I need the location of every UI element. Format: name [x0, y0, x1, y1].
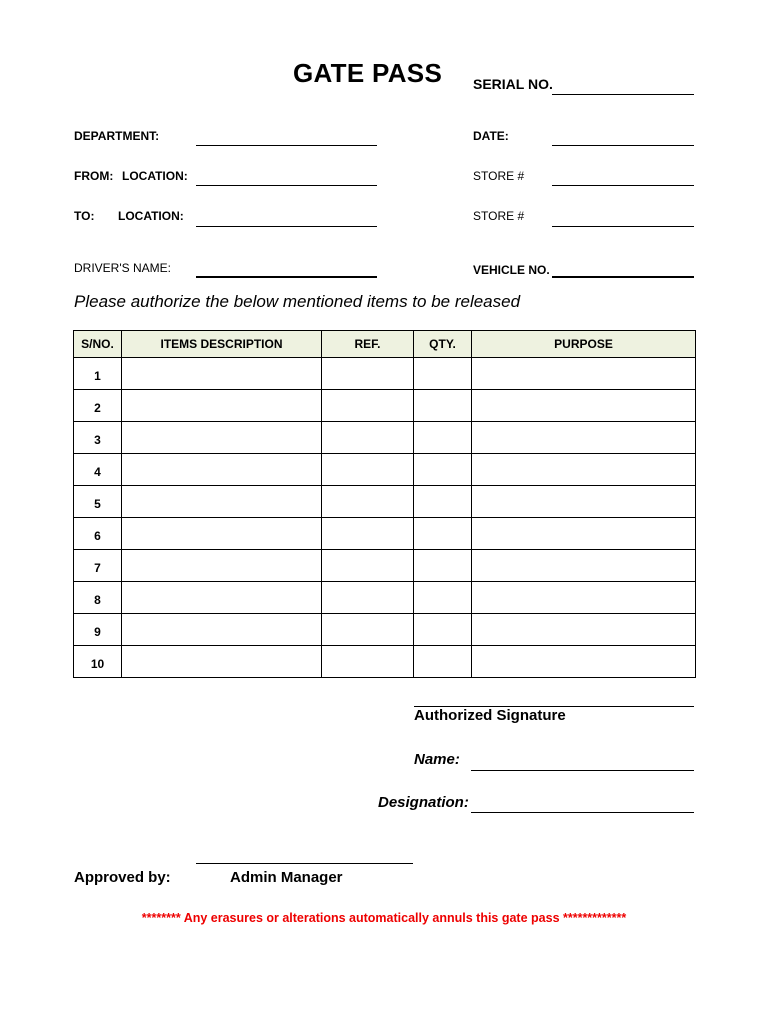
header-ref: REF. — [322, 331, 414, 358]
qty-cell[interactable] — [414, 550, 472, 582]
ref-cell[interactable] — [322, 582, 414, 614]
header-sno: S/NO. — [74, 331, 122, 358]
from-store-label: STORE # — [473, 169, 525, 183]
row-number: 8 — [74, 582, 122, 614]
purpose-cell[interactable] — [472, 454, 696, 486]
ref-cell[interactable] — [322, 550, 414, 582]
ref-cell[interactable] — [322, 646, 414, 678]
row-number: 9 — [74, 614, 122, 646]
table-row — [74, 486, 696, 518]
purpose-cell[interactable] — [472, 582, 696, 614]
table-row — [74, 422, 696, 454]
header-purpose: PURPOSE — [472, 331, 696, 358]
header-qty: QTY. — [414, 331, 472, 358]
qty-cell[interactable] — [414, 454, 472, 486]
qty-cell[interactable] — [414, 486, 472, 518]
from-store-field[interactable] — [552, 185, 694, 186]
ref-cell[interactable] — [322, 614, 414, 646]
row-number: 1 — [74, 358, 122, 390]
purpose-cell[interactable] — [472, 550, 696, 582]
department-field[interactable] — [196, 145, 377, 146]
to-store-field[interactable] — [552, 226, 694, 227]
designation-field[interactable] — [471, 812, 694, 813]
description-cell[interactable] — [122, 390, 322, 422]
ref-cell[interactable] — [322, 486, 414, 518]
to-location-field[interactable] — [196, 226, 377, 227]
to-store-label: STORE # — [473, 209, 525, 223]
description-cell[interactable] — [122, 518, 322, 550]
drivers-name-field[interactable] — [196, 276, 377, 278]
serial-no-field[interactable] — [552, 94, 694, 95]
row-number: 10 — [74, 646, 122, 678]
department-label: DEPARTMENT: — [74, 129, 160, 143]
table-row — [74, 358, 696, 390]
row-number: 3 — [74, 422, 122, 454]
from-location-label: LOCATION: — [122, 169, 188, 183]
authorized-signature-label: Authorized Signature — [414, 707, 566, 724]
table-row — [74, 646, 696, 678]
name-field[interactable] — [471, 770, 694, 771]
page-title: GATE PASS — [293, 58, 443, 88]
table-row — [74, 550, 696, 582]
description-cell[interactable] — [122, 614, 322, 646]
ref-cell[interactable] — [322, 390, 414, 422]
approver-name: Admin Manager — [230, 869, 343, 886]
qty-cell[interactable] — [414, 358, 472, 390]
table-row — [74, 390, 696, 422]
table-row — [74, 582, 696, 614]
from-label: FROM: — [74, 169, 114, 183]
description-cell[interactable] — [122, 454, 322, 486]
purpose-cell[interactable] — [472, 486, 696, 518]
drivers-name-label: DRIVER'S NAME: — [74, 261, 171, 275]
purpose-cell[interactable] — [472, 646, 696, 678]
description-cell[interactable] — [122, 486, 322, 518]
name-label: Name: — [414, 751, 460, 768]
purpose-cell[interactable] — [472, 518, 696, 550]
date-label: DATE: — [473, 129, 509, 143]
approved-by-label: Approved by: — [74, 869, 171, 886]
items-table — [73, 330, 696, 678]
purpose-cell[interactable] — [472, 422, 696, 454]
qty-cell[interactable] — [414, 582, 472, 614]
row-number: 5 — [74, 486, 122, 518]
qty-cell[interactable] — [414, 646, 472, 678]
description-cell[interactable] — [122, 422, 322, 454]
description-cell[interactable] — [122, 646, 322, 678]
purpose-cell[interactable] — [472, 390, 696, 422]
description-cell[interactable] — [122, 582, 322, 614]
qty-cell[interactable] — [414, 422, 472, 454]
date-field[interactable] — [552, 145, 694, 146]
qty-cell[interactable] — [414, 518, 472, 550]
row-number: 2 — [74, 390, 122, 422]
table-row — [74, 454, 696, 486]
designation-label: Designation: — [378, 794, 469, 811]
to-label: TO: — [74, 209, 95, 223]
ref-cell[interactable] — [322, 422, 414, 454]
purpose-cell[interactable] — [472, 614, 696, 646]
description-cell[interactable] — [122, 358, 322, 390]
description-cell[interactable] — [122, 550, 322, 582]
row-number: 4 — [74, 454, 122, 486]
table-header-row — [74, 331, 696, 358]
header-items-description: ITEMS DESCRIPTION — [122, 331, 322, 358]
approver-signature-line[interactable] — [196, 863, 413, 864]
qty-cell[interactable] — [414, 614, 472, 646]
vehicle-no-label: VEHICLE NO. — [473, 263, 550, 277]
vehicle-no-field[interactable] — [552, 276, 694, 278]
ref-cell[interactable] — [322, 358, 414, 390]
from-location-field[interactable] — [196, 185, 377, 186]
table-row — [74, 518, 696, 550]
erasure-notice: ******** Any erasures or alterations automatically annuls this gate pass ************* — [141, 911, 627, 925]
to-location-label: LOCATION: — [118, 209, 184, 223]
qty-cell[interactable] — [414, 390, 472, 422]
table-row — [74, 614, 696, 646]
row-number: 6 — [74, 518, 122, 550]
serial-no-label: SERIAL NO. — [473, 76, 553, 92]
instruction-text: Please authorize the below mentioned items to be released — [74, 292, 521, 311]
ref-cell[interactable] — [322, 454, 414, 486]
purpose-cell[interactable] — [472, 358, 696, 390]
row-number: 7 — [74, 550, 122, 582]
ref-cell[interactable] — [322, 518, 414, 550]
